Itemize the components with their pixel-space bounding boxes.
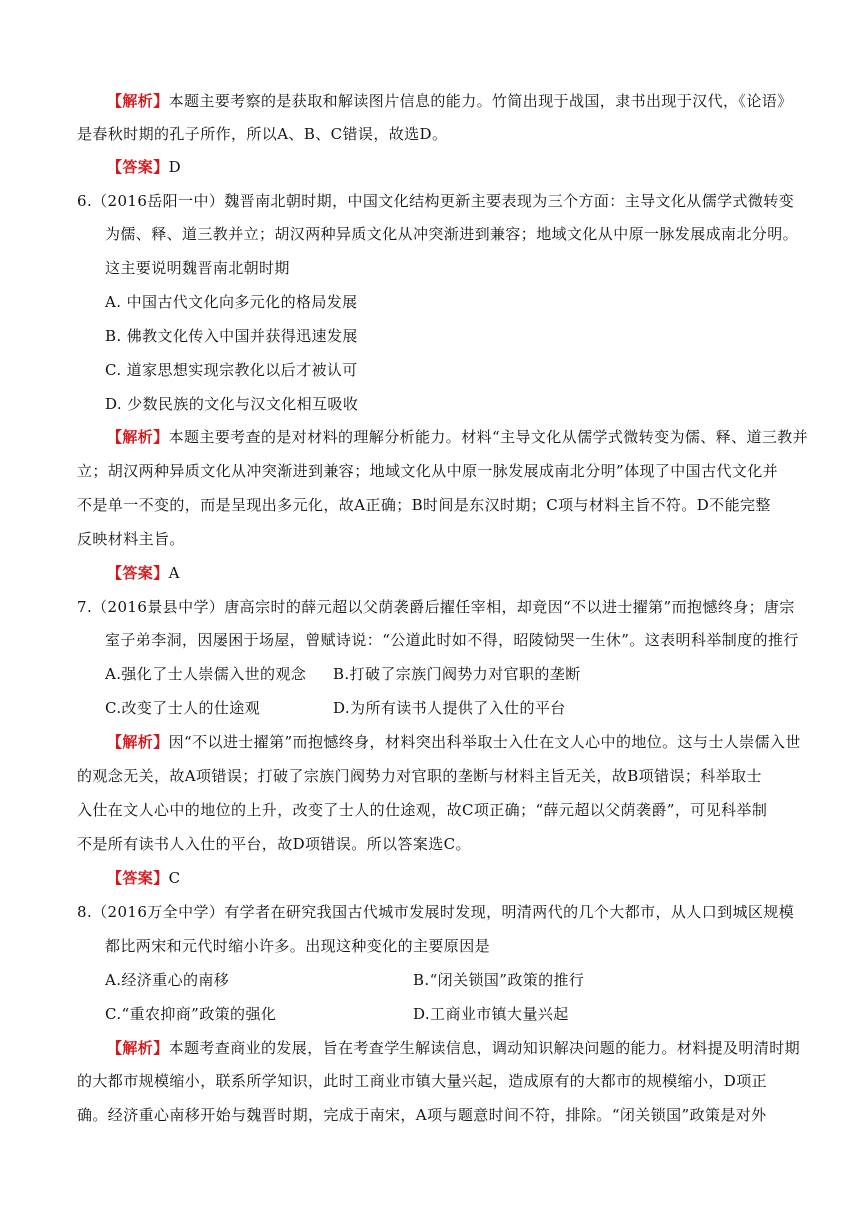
answer-value: A (168, 564, 180, 582)
question-6-stem: 6.（2016岳阳一中）魏晋南北朝时期，中国文化结构更新主要表现为三个方面：主导文化从儒学式微转变 (77, 192, 795, 210)
analysis-tag: 【解析】 (107, 733, 169, 751)
analysis-tag: 【解析】 (107, 92, 169, 110)
analysis-line: 反映材料主旨。 (77, 530, 185, 548)
question-7-stem: 7.（2016景县中学）唐高宗时的薛元超以父荫袭爵后擢任宰相，却竟因“不以进士擢第”而抱憾终身；唐宗 (77, 598, 795, 616)
question-6-option-c: C. 道家思想实现宗教化以后才被认可 (105, 361, 358, 379)
analysis-line: 确。经济重心南移开始与魏晋时期，完成于南宋，A项与题意时间不符，排除。“闭关锁国”政策是对外 (77, 1106, 767, 1124)
question-6-stem: 为儒、释、道三教并立；胡汉两种异质文化从冲突渐进到兼容；地域文化从中原一脉发展成南北分明。 (105, 225, 799, 243)
analysis-tag: 【解析】 (107, 1039, 169, 1057)
answer-value: C (168, 869, 181, 887)
question-7-option-d: D.为所有读书人提供了入仕的平台 (333, 699, 566, 717)
question-7-option-c: C.改变了士人的仕途观 (105, 699, 261, 717)
analysis-line: 入仕在文人心中的地位的上升，改变了士人的仕途观，故C项正确；“薛元超以父荫袭爵”，可见科举制 (77, 801, 768, 819)
analysis-tag: 【解析】 (107, 428, 169, 446)
question-8-option-d: D.工商业市镇大量兴起 (413, 1005, 569, 1023)
question-8-stem: 都比两宋和元代时缩小许多。出现这种变化的主要原因是 (105, 937, 491, 955)
question-7-option-b: B.打破了宗族门阀势力对官职的垄断 (333, 665, 581, 683)
analysis-line: 立；胡汉两种异质文化从冲突渐进到兼容；地域文化从中原一脉发展成南北分明”体现了中国古代文化并 (77, 462, 779, 480)
analysis-line: 不是单一不变的，而是呈现出多元化，故A正确；B时间是东汉时期；C项与材料主旨不符。D不能完整 (77, 496, 771, 514)
answer-tag: 【答案】 (107, 564, 169, 582)
question-6-option-b: B. 佛教文化传入中国并获得迅速发展 (105, 327, 358, 345)
analysis-line: 不是所有读书人入仕的平台，故D项错误。所以答案选C。 (77, 835, 471, 853)
question-6-option-a: A. 中国古代文化向多元化的格局发展 (105, 293, 358, 311)
analysis-line: 的观念无关，故A项错误；打破了宗族门阀势力对官职的垄断与材料主旨无关，故B项错误；科举取士 (77, 767, 762, 785)
analysis-line: 是春秋时期的孔子所作，所以A、B、C错误，故选D。 (77, 125, 448, 143)
answer-line (107, 563, 180, 583)
analysis-text: 本题主要考察的是获取和解读图片信息的能力。竹简出现于战国，隶书出现于汉代，《论语》 (168, 92, 793, 110)
question-7-option-a: A.强化了士人崇儒入世的观念 (105, 665, 307, 683)
answer-line (107, 868, 181, 888)
question-8-option-c: C.“重农抑商”政策的强化 (105, 1005, 277, 1023)
answer-value: D (168, 158, 182, 176)
question-6-option-d: D. 少数民族的文化与汉文化相互吸收 (105, 395, 359, 413)
analysis-line (107, 91, 793, 111)
analysis-text: 本题考查商业的发展，旨在考查学生解读信息，调动知识解决问题的能力。材料提及明清时期 (168, 1039, 801, 1057)
analysis-line (107, 427, 808, 447)
question-8-stem: 8.（2016万全中学）有学者在研究我国古代城市发展时发现，明清两代的几个大都市，从人口到城区规模 (77, 903, 795, 921)
question-6-stem: 这主要说明魏晋南北朝时期 (105, 259, 290, 277)
question-7-stem: 室子弟李洞，因屡困于场屋，曾赋诗说：“公道此时如不得，昭陵恸哭一生休”。这表明科举制度的推行 (105, 631, 799, 649)
analysis-line: 的大都市规模缩小，联系所学知识，此时工商业市镇大量兴起，造成原有的大都市的规模缩小，D项正 (77, 1072, 768, 1090)
answer-tag: 【答案】 (107, 158, 169, 176)
analysis-line (107, 732, 801, 752)
answer-tag: 【答案】 (107, 869, 169, 887)
analysis-text: 本题主要考查的是对材料的理解分析能力。材料“主导文化从儒学式微转变为儒、释、道三教并 (168, 428, 809, 446)
answer-line (107, 157, 181, 177)
question-8-option-b: B.“闭关锁国”政策的推行 (413, 971, 585, 989)
analysis-line (107, 1038, 800, 1058)
analysis-text: 因“不以进士擢第”而抱憾终身，材料突出科举取士入仕在文人心中的地位。这与士人崇儒入世 (168, 733, 801, 751)
question-8-option-a: A.经济重心的南移 (105, 971, 230, 989)
